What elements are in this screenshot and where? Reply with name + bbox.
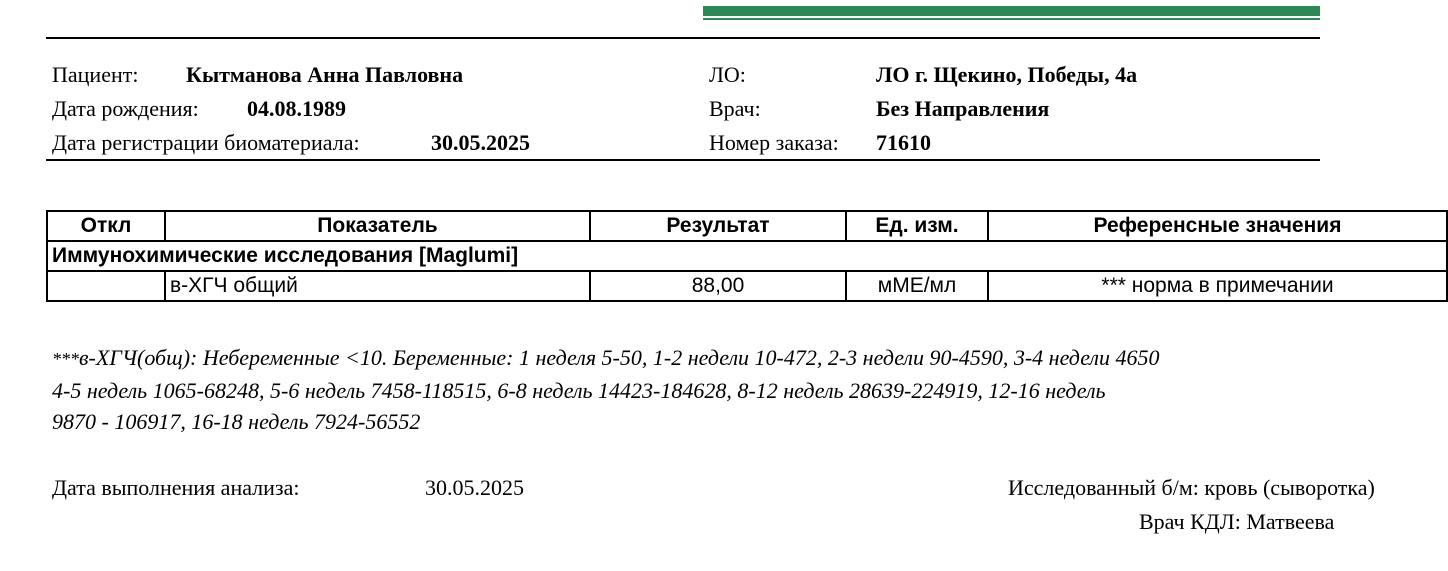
column-header-unit: Ед. изм. [846,211,988,241]
column-header-reference: Референсные значения [988,211,1447,241]
cell-deviation [47,271,165,301]
lo-value: ЛО г. Щекино, Победы, 4а [876,62,1138,87]
note-line-1 [52,342,1160,375]
order-number-value: 71610 [876,130,931,155]
table-section-row [47,241,1447,271]
top-divider [46,37,1320,39]
registration-date-value: 30.05.2025 [431,130,530,155]
cell-indicator: в-ХГЧ общий [165,271,590,301]
note-asterisks: *** [52,349,79,369]
patient-label: Пациент: [52,62,139,87]
birth-date-value: 04.08.1989 [247,96,346,121]
doctor-value: Без Направления [876,96,1050,121]
note-line-3: 9870 - 106917, 16-18 недель 7924-56552 [52,409,421,434]
analysis-date-value: 30.05.2025 [425,475,524,500]
lab-doctor: Врач КДЛ: Матвеева [1139,509,1335,534]
section-title: Иммунохимические исследования [Maglumi] [47,241,1447,271]
column-header-deviation: Откл [47,211,165,241]
header-accent-bar [703,6,1320,16]
results-table [46,210,1448,302]
patient-name: Кытманова Анна Павловна [186,62,464,87]
cell-result: 88,00 [590,271,846,301]
cell-reference: *** норма в примечании [988,271,1447,301]
registration-date-label: Дата регистрации биоматериала: [52,130,360,155]
order-number-label: Номер заказа: [709,130,839,155]
lo-label: ЛО: [709,62,746,87]
header-accent-line [703,18,1320,20]
info-divider [46,159,1320,161]
biomaterial-info: Исследованный б/м: кровь (сыворотка) [1008,475,1375,500]
reference-note [52,342,1160,437]
analysis-date-label: Дата выполнения анализа: [52,475,300,500]
note-line-2: 4-5 недель 1065-68248, 5-6 недель 7458-118515, 6-8 недель 14423-184628, 8-12 недель 28639-224919, 12-16 недель [52,378,1106,403]
cell-unit: мМЕ/мл [846,271,988,301]
birth-date-label: Дата рождения: [52,96,199,121]
column-header-result: Результат [590,211,846,241]
doctor-label: Врач: [709,96,761,121]
note-line-1-text: в-ХГЧ(общ): Небеременные <10. Беременные: 1 неделя 5-50, 1-2 недели 10-472, 2-3 недели 90-4590, 3-4 недели 4650 [79,345,1160,370]
table-row [47,271,1447,301]
table-header-row [47,211,1447,241]
column-header-indicator: Показатель [165,211,590,241]
